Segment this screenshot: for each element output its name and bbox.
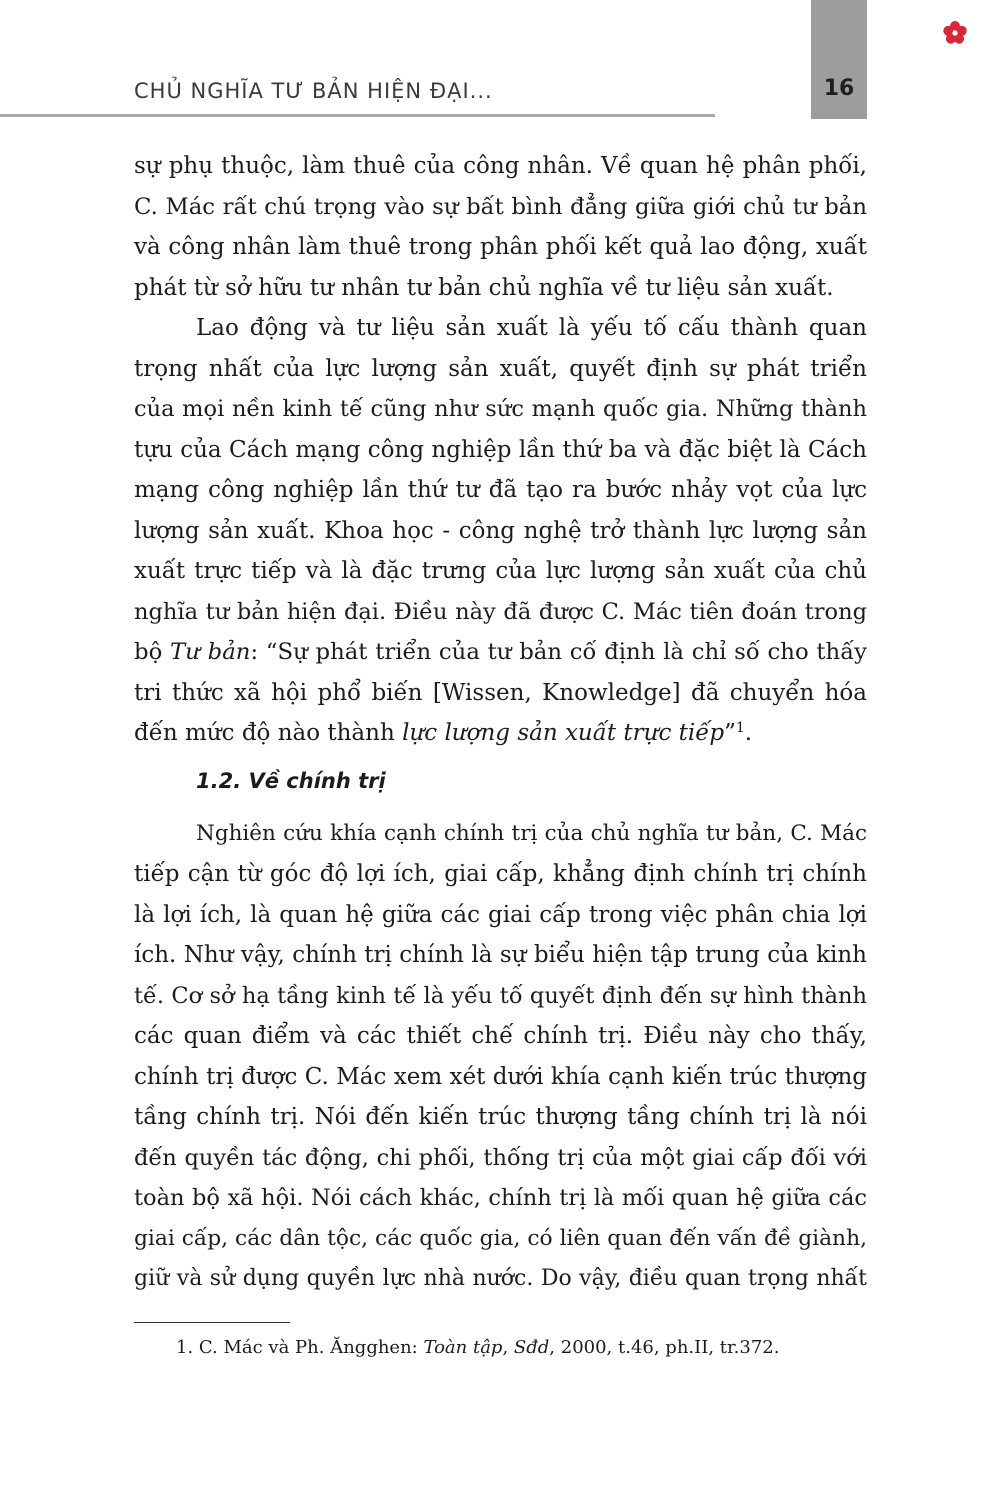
text-line: tế. Cơ sở hạ tầng kinh tế là yếu tố quyết định đến sự hình thành — [134, 982, 867, 1009]
text-run: bộ — [134, 639, 171, 665]
footnote-marker: 1 — [735, 720, 745, 736]
text-line: trọng nhất của lực lượng sản xuất, quyết định sự phát triển — [134, 355, 867, 382]
text-line: Lao động và tư liệu sản xuất là yếu tố cấu thành quan — [196, 315, 867, 341]
text-line: đến quyền tác động, chi phối, thống trị của một giai cấp đối với — [134, 1144, 867, 1171]
section-heading: 1.2. Về chính trị — [196, 768, 386, 793]
book-title-italic: Tư bản — [170, 639, 251, 665]
footnote-rule — [134, 1322, 290, 1323]
text-line: C. Mác rất chú trọng vào sự bất bình đẳng giữa giới chủ tư bản — [134, 193, 867, 220]
footnote-italic: Toàn tập — [423, 1337, 503, 1358]
text-line: mạng công nghiệp lần thứ tư đã tạo ra bước nhảy vọt của lực — [134, 477, 867, 503]
text-line: là lợi ích, là quan hệ giữa các giai cấp trong việc phân chia lợi — [134, 901, 867, 928]
header-rule — [0, 114, 715, 117]
footnote — [176, 1333, 779, 1363]
text-line: giữ và sử dụng quyền lực nhà nước. Do vậy, điều quan trọng nhất — [134, 1266, 867, 1291]
text-line: chính trị được C. Mác xem xét dưới khía cạnh kiến trúc thượng — [134, 1063, 867, 1090]
text-line — [134, 632, 867, 673]
flower-icon — [942, 20, 968, 46]
text-line: tri thức xã hội phổ biến [Wissen, Knowledge] đã chuyển hóa — [134, 679, 867, 706]
text-line: của mọi nền kinh tế cũng như sức mạnh quốc gia. Những thành — [134, 396, 867, 422]
text-line: xuất trực tiếp và là đặc trưng của lực lượng sản xuất của chủ — [134, 558, 867, 584]
running-header-title: CHỦ NGHĨA TƯ BẢN HIỆN ĐẠI... — [134, 79, 493, 103]
text-line: nghĩa tư bản hiện đại. Điều này đã được C. Mác tiên đoán trong — [134, 598, 867, 625]
text-line — [134, 713, 867, 754]
text-line: các quan điểm và các thiết chế chính trị. Điều này cho thấy, — [134, 1023, 867, 1049]
text-run: ” — [724, 720, 736, 746]
text-line: sự phụ thuộc, làm thuê của công nhân. Về quan hệ phân phối, — [134, 153, 867, 179]
footnote-text: 1. C. Mác và Ph. Ăngghen: — [176, 1337, 424, 1358]
text-line: ích. Như vậy, chính trị chính là sự biểu hiện tập trung của kinh — [134, 942, 867, 968]
text-line: toàn bộ xã hội. Nói cách khác, chính trị là mối quan hệ giữa các — [134, 1185, 867, 1211]
footnote-text: , — [502, 1337, 514, 1358]
text-line: Nghiên cứu khía cạnh chính trị của chủ nghĩa tư bản, C. Mác — [196, 820, 867, 846]
text-run: . — [744, 720, 753, 746]
text-run: đến mức độ nào thành — [134, 720, 403, 746]
text-line: tầng chính trị. Nói đến kiến trúc thượng tầng chính trị là nói — [134, 1104, 867, 1130]
text-run: : “Sự phát triển của tư bản cố định là chỉ số cho thấy — [250, 639, 867, 665]
page-number-tab — [811, 0, 867, 119]
footnote-italic: Sđd — [513, 1337, 550, 1358]
text-line: lượng sản xuất. Khoa học - công nghệ trở thành lực lượng sản — [134, 517, 867, 544]
text-line: phát từ sở hữu tư nhân tư bản chủ nghĩa về tư liệu sản xuất. — [134, 274, 834, 301]
footnote-text: , 2000, t.46, ph.II, tr.372. — [549, 1337, 780, 1358]
text-line: và công nhân làm thuê trong phân phối kết quả lao động, xuất — [134, 234, 867, 260]
quote-italic: lực lượng sản xuất trực tiếp — [402, 720, 725, 746]
text-line: tiếp cận từ góc độ lợi ích, giai cấp, khẳng định chính trị chính — [134, 861, 867, 887]
body-text — [134, 146, 867, 1300]
text-line: giai cấp, các dân tộc, các quốc gia, có liên quan đến vấn đề giành, — [134, 1225, 867, 1251]
page-number: 16 — [823, 76, 855, 101]
text-line: tựu của Cách mạng công nghiệp lần thứ ba và đặc biệt là Cách — [134, 436, 867, 463]
